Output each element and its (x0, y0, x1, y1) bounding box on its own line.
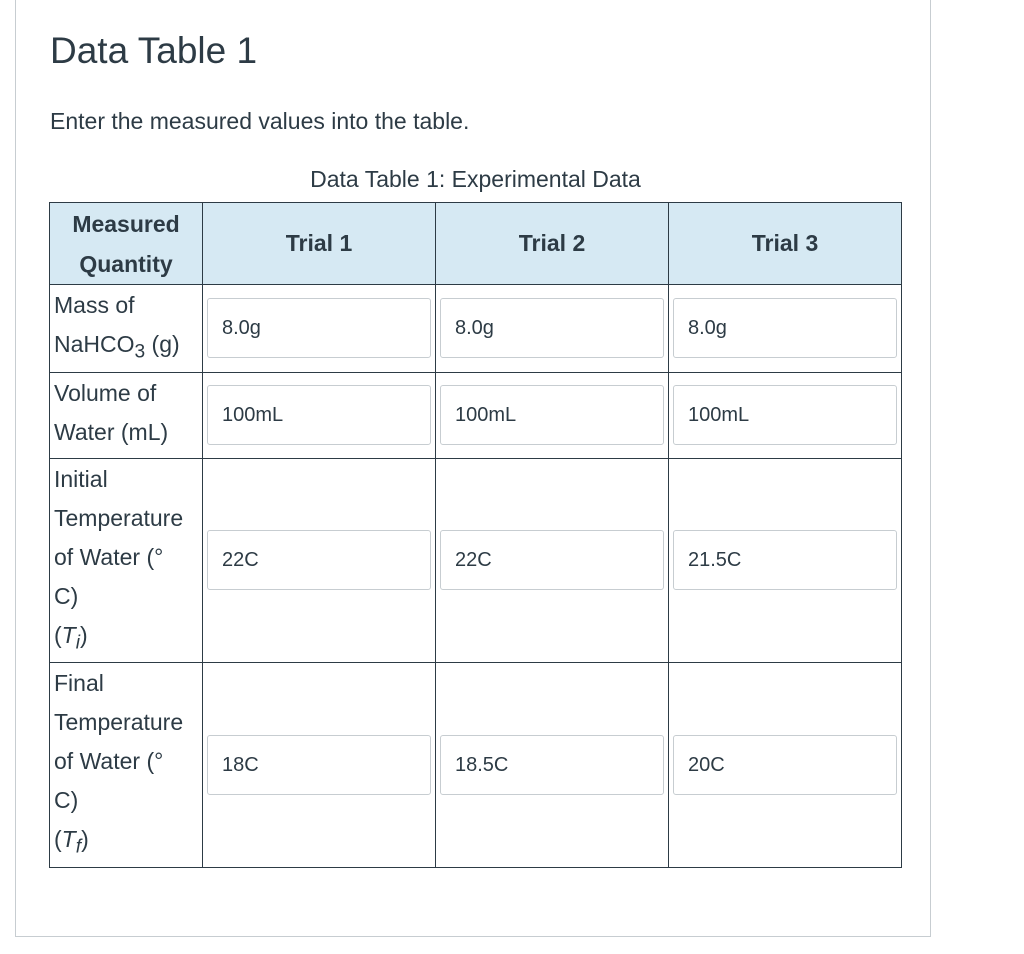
row-label-line: of Water (° (54, 543, 164, 570)
cell-volume-trial-1 (203, 372, 436, 458)
row-label-line: C) (54, 787, 79, 814)
row-label-line: C) (54, 582, 79, 609)
row-label-initial-temp (50, 458, 203, 663)
row-label-line: Volume of (54, 379, 157, 406)
cell-mass-trial-2 (436, 285, 669, 373)
header-quantity-line1: Measured (72, 210, 180, 237)
row-label-line: Temperature (54, 709, 184, 736)
row-label-line: Mass of (54, 292, 135, 318)
mass-trial-2-input[interactable]: 8.0g (440, 298, 664, 358)
table-header-row (50, 203, 902, 285)
header-trial-1: Trial 1 (203, 203, 436, 285)
row-label-final-temp (50, 663, 203, 868)
cell-initial-temp-trial-2 (436, 458, 669, 663)
table-caption: Data Table 1: Experimental Data (310, 166, 641, 192)
header-quantity-line2: Quantity (79, 250, 173, 277)
cell-final-temp-trial-2 (436, 663, 669, 868)
row-label-line: Water (mL) (54, 418, 169, 445)
table-row (50, 663, 902, 868)
page-title: Data Table 1 (50, 30, 258, 71)
header-trial-3: Trial 3 (669, 203, 902, 285)
cell-mass-trial-1 (203, 285, 436, 373)
symbol-letter: T (61, 826, 76, 853)
formula-suffix: (g) (145, 331, 180, 357)
row-label-volume (50, 372, 203, 458)
cell-final-temp-trial-3 (669, 663, 902, 868)
cell-mass-trial-3 (669, 285, 902, 373)
cell-final-temp-trial-1 (203, 663, 436, 868)
initial-temp-trial-3-input[interactable]: 21.5C (673, 530, 897, 590)
initial-temp-trial-2-input[interactable]: 22C (440, 530, 664, 590)
final-temp-trial-3-input[interactable]: 20C (673, 735, 897, 795)
volume-trial-3-input[interactable]: 100mL (673, 385, 897, 445)
formula-prefix: NaHCO (54, 331, 135, 357)
row-label-line: of Water (° (54, 748, 164, 775)
header-measured-quantity (50, 203, 203, 285)
symbol-letter: T (61, 621, 76, 648)
final-temp-trial-1-input[interactable]: 18C (207, 735, 431, 795)
table-row (50, 372, 902, 458)
mass-trial-1-input[interactable]: 8.0g (207, 298, 431, 358)
cell-initial-temp-trial-3 (669, 458, 902, 663)
row-label-mass (50, 285, 203, 373)
volume-trial-2-input[interactable]: 100mL (440, 385, 664, 445)
symbol-subscript: i (75, 632, 80, 654)
final-temp-trial-2-input[interactable]: 18.5C (440, 735, 664, 795)
instructions-text: Enter the measured values into the table. (50, 108, 470, 134)
row-label-formula (54, 331, 180, 363)
symbol-subscript: f (75, 836, 82, 858)
formula-subscript: 3 (134, 341, 146, 363)
row-label-symbol: $(T_i)$ (54, 621, 88, 654)
header-trial-2: Trial 2 (436, 203, 669, 285)
row-label-line: Initial (54, 465, 108, 492)
cell-volume-trial-3 (669, 372, 902, 458)
data-table (49, 202, 902, 868)
table-row (50, 458, 902, 663)
mass-trial-3-input[interactable]: 8.0g (673, 298, 897, 358)
volume-trial-1-input[interactable]: 100mL (207, 385, 431, 445)
row-label-symbol: $(T_f)$ (54, 826, 89, 858)
table-row (50, 285, 902, 373)
initial-temp-trial-1-input[interactable]: 22C (207, 530, 431, 590)
cell-volume-trial-2 (436, 372, 669, 458)
row-label-line: Final (54, 670, 104, 697)
cell-initial-temp-trial-1 (203, 458, 436, 663)
row-label-line: Temperature (54, 504, 184, 531)
